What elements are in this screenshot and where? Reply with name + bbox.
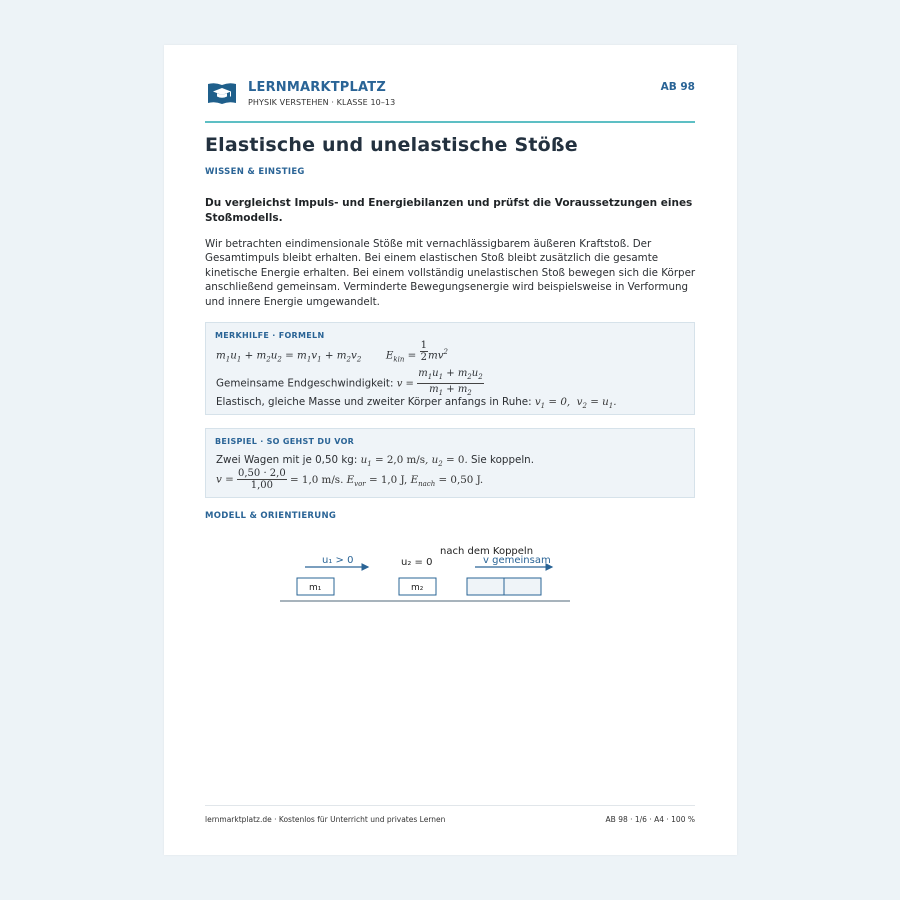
section-label-intro: WISSEN & EINSTIEG (205, 167, 305, 177)
example-line-2: v = $\frac{0,50 \cdot 2,0}{1,00}$ = 1,0 m/s. $E_{vor} = 1,0$ J, $E_{nach} = 0,50$ J. (216, 468, 484, 491)
elastic-case-text: Elastisch, gleiche Masse und zweiter Körper anfangs in Ruhe: (216, 396, 532, 408)
page-title: Elastische und unelastische Stöße (205, 134, 578, 156)
cart-m1-label: m₁ (309, 583, 322, 593)
cart-m2-label: m₂ (411, 583, 424, 593)
footer-divider (205, 805, 695, 806)
book-graduation-cap-icon (207, 81, 237, 107)
example-line-1: Zwei Wagen mit je 0,50 kg: $u_1 = 2,0$ m/s, $u_2 = 0$. Sie koppeln. (216, 454, 534, 469)
arrow1-label: u₁ > 0 (322, 555, 354, 566)
example-line-1-end: Sie koppeln. (471, 454, 534, 466)
sheet-code: AB 98 (660, 81, 695, 93)
common-velocity-line: Gemeinsame Endgeschwindigkeit: v = $\frac{m_1u_1 + m_2u_2}{m_1 + m_2}$ (216, 368, 483, 397)
section-label-model: MODELL & ORIENTIERUNG (205, 511, 337, 521)
lead-text: Du vergleichst Impuls- und Energiebilanzen und prüfst die Voraussetzungen eines Stoßmodells. (205, 197, 693, 224)
momentum-formula: $m_1u_1 + m_2u_2 = m_1v_1 + m_2v_2$ $E_{kin}$ = $\frac{1}{2}$ $mv^2$ (216, 340, 449, 364)
brand-subtitle: PHYSIK VERSTEHEN · KLASSE 10–13 (248, 98, 396, 107)
coupled-cart-left (467, 578, 504, 595)
example-line-1-text: Zwei Wagen mit je 0,50 kg: (216, 454, 358, 466)
after-label: nach dem Koppeln (440, 546, 534, 557)
brand-name: LERNMARKTPLATZ (248, 80, 386, 95)
elastic-case-line: Elastisch, gleiche Masse und zweiter Körper anfangs in Ruhe: $v_1 = 0$, $v_2 = u_1$. (216, 396, 617, 411)
example-box (205, 428, 695, 498)
arrow2-label: v gemeinsam (483, 555, 551, 566)
footer-right: AB 98 · 1/6 · A4 · 100 % (605, 815, 695, 824)
rest-label: u₂ = 0 (401, 557, 433, 568)
collision-diagram (274, 540, 584, 610)
formula-box-label: MERKHILFE · FORMELN (215, 331, 325, 340)
header-divider (205, 121, 695, 123)
coupled-cart-right (504, 578, 541, 595)
intro-paragraph: Wir betrachten eindimensionale Stöße mit vernachlässigbarem äußeren Kraftstoß. Der Gesamtimpuls bleibt erhalten. Bei einem elastischen Stoß bleibt zusätzlich die gesamte kinetische Energie erhalten. Bei einem vollständig unelastischen Stoß bewegen sich die Körper anschließend gemeinsam. Verminderte Bewegungsenergie wird beispielsweise in Verformung und innere Energie umgewandelt. (205, 238, 696, 308)
worksheet-page (164, 45, 737, 855)
example-box-label: BEISPIEL · SO GEHST DU VOR (215, 437, 355, 446)
common-velocity-label: Gemeinsame Endgeschwindigkeit: (216, 377, 394, 390)
formula-box (205, 322, 695, 415)
footer-left: lernmarktplatz.de · Kostenlos für Unterricht und privates Lernen (205, 815, 446, 824)
